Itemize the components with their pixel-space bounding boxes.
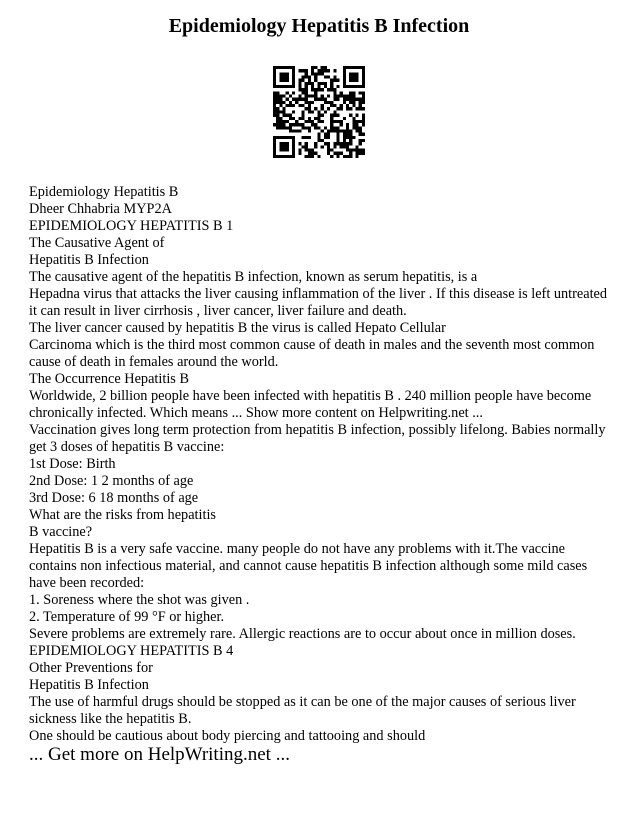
get-more-link[interactable]: ... Get more on HelpWriting.net ... [29, 744, 290, 765]
body-line: 2. Temperature of 99 °F or higher. [29, 609, 225, 625]
body-line: Other Preventions for [29, 660, 153, 676]
body-line: Severe problems are extremely rare. Allergic reactions are to occur about once in million doses. [29, 626, 576, 642]
body-line: The Occurrence Hepatitis B [29, 371, 189, 387]
document-body [29, 184, 614, 745]
body-line: What are the risks from hepatitis [29, 507, 216, 523]
body-line: Hepadna virus that attacks the liver causing inflammation of the liver . If this disease is left untreated it can result in liver cirrhosis , liver cancer, liver failure and death. [29, 286, 608, 319]
body-line: Vaccination gives long term protection from hepatitis B infection, possibly lifelong. Babies normally get 3 doses of hepatitis B vaccine: [29, 422, 606, 455]
body-line: The liver cancer caused by hepatitis B the virus is called Hepato Cellular [29, 320, 446, 336]
body-line: 1st Dose: Birth [29, 456, 116, 472]
body-line: Hepatitis B is a very safe vaccine. many people do not have any problems with it.The vaccine contains non infectious material, and cannot cause hepatitis B infection although some mild cases have been recorded: [29, 541, 588, 591]
body-line: Carcinoma which is the third most common cause of death in males and the seventh most common cause of death in females around the world. [29, 337, 595, 370]
body-line: EPIDEMIOLOGY HEPATITIS B 1 [29, 218, 234, 234]
body-line: Hepatitis B Infection [29, 252, 149, 268]
body-line: 2nd Dose: 1 2 months of age [29, 473, 194, 489]
body-line: Dheer Chhabria MYP2A [29, 201, 172, 217]
body-line: The causative agent of the hepatitis B infection, known as serum hepatitis, is a [29, 269, 478, 285]
body-line: One should be cautious about body piercing and tattooing and should [29, 728, 426, 744]
body-line: 1. Soreness where the shot was given . [29, 592, 250, 608]
body-line: EPIDEMIOLOGY HEPATITIS B 4 [29, 643, 234, 659]
body-line: Worldwide, 2 billion people have been infected with hepatitis B . 240 million people have become chronically infected. Which means ... Show more content on Helpwriting.net ... [29, 388, 592, 421]
body-line: The use of harmful drugs should be stopped as it can be one of the major causes of serious liver sickness like the hepatitis B. [29, 694, 576, 727]
document-title: Epidemiology Hepatitis B Infection [168, 15, 470, 37]
qr-code-icon [273, 66, 365, 158]
body-line: Epidemiology Hepatitis B [29, 184, 179, 200]
body-line: Hepatitis B Infection [29, 677, 149, 693]
body-line: The Causative Agent of [29, 235, 165, 251]
body-line: B vaccine? [29, 524, 93, 540]
body-line: 3rd Dose: 6 18 months of age [29, 490, 199, 506]
